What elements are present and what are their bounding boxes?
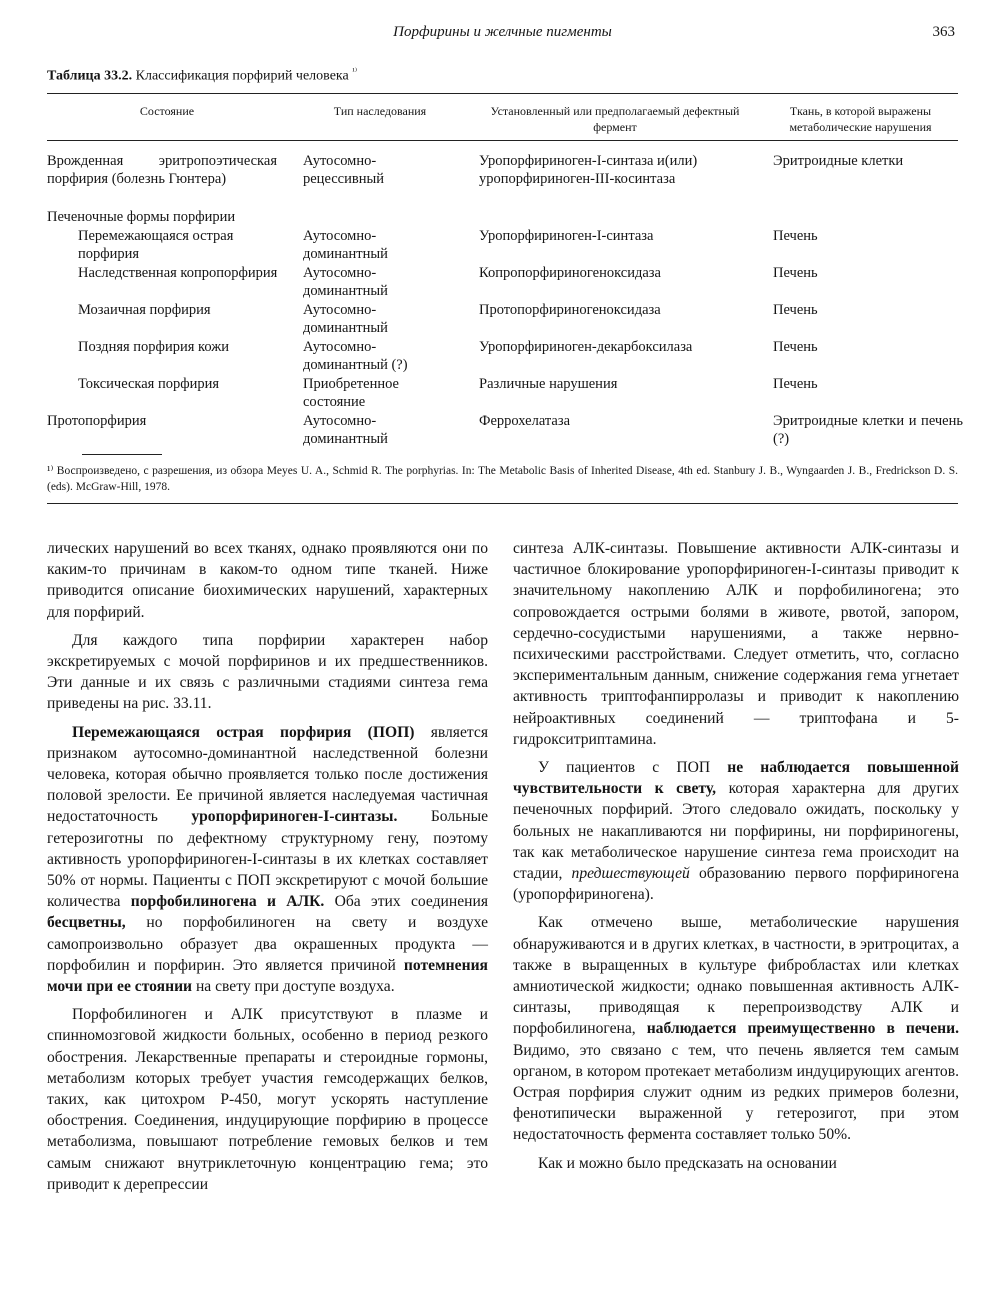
table-row-enzyme: Уропорфириноген-I-синтаза и(или) уропорфириноген-III-косинтаза bbox=[479, 153, 698, 187]
text-run: У пациентов с ПОП bbox=[538, 759, 728, 777]
text-run: но порфобилиноген на свету и воздухе самопроизвольно образует два окрашенных продукта — порфобилин и порфирин. Это является причиной bbox=[47, 914, 488, 974]
table-row-tissue: Печень bbox=[773, 265, 818, 281]
right-column bbox=[513, 538, 959, 1181]
table-footnote: ¹⁾ Воспроизведено, с разрешения, из обзора Meyes U. A., Schmid R. The porphyrias. In: The Metabolic Basis of Inherited Disease, 4th ed. Stanbury J. B., Wyngaarden J. B., Fredrickson D. S. (eds). McGraw-Hill, 1978. bbox=[47, 465, 958, 493]
table-row-condition: Протопорфирия bbox=[47, 413, 147, 429]
table-row-enzyme: Протопорфириногеноксидаза bbox=[479, 302, 661, 318]
table-row-condition: Врожденная эритропоэтическая порфирия (болезнь Гюнтера) bbox=[47, 153, 277, 187]
table-row-tissue: Эритроидные клетки и печень (?) bbox=[773, 413, 963, 447]
col-header-enzyme: Установленный или предполагаемый дефектный фермент bbox=[490, 104, 740, 134]
term-enzyme: уропорфириноген-I-синтазы. bbox=[191, 808, 398, 826]
table-caption-text: Классификация порфирий человека bbox=[135, 68, 349, 84]
term-colorless: бесцветны, bbox=[47, 914, 126, 932]
paragraph: Для каждого типа порфирии характерен набор экскретируемых с мочой порфиринов и их предшественников. Эти данные и их связь с различными стадиями синтеза гема приведены на рис. 33.11. bbox=[47, 631, 488, 713]
table-row-enzyme: Уропорфириноген-декарбоксилаза bbox=[479, 339, 693, 355]
text-run: является признаком аутосомно-доминантной наследственной болезни человека, которая обычно проявляется только после достижения половой зрелости. Ее причиной является наследуемая частичная недостаточность bbox=[47, 723, 488, 826]
term-urine-darkening: потемнения мочи при ее стоянии bbox=[47, 956, 488, 996]
table-row-condition: Токсическая порфирия bbox=[78, 376, 220, 392]
paragraph: синтеза АЛК-синтазы. Повышение активности АЛК-синтазы и частичное блокирование уропорфириноген-I-синтазы приводит к значительному накоплению АЛК и порфобилиногена; это сопровождается острыми болями в животе, рвотой, запором, сердечно-сосудистыми нарушениями, а также нервно-психическими расстройствами. Следует отметить, что, согласно экспериментальным данным, снижение содержания гема угнетает активность триптофанпирролазы и приводит к накоплению нейроактивных соединений — триптофана и 5-гидрокситриптамина. bbox=[513, 540, 959, 748]
table-row-tissue: Печень bbox=[773, 339, 818, 355]
table-row-enzyme: Феррохелатаза bbox=[479, 413, 571, 429]
term-pop: Перемежающаяся острая порфирия (ПОП) bbox=[72, 723, 415, 741]
paragraph: Порфобилиноген и АЛК присутствуют в плазме и спинномозговой жидкости больных, особенно в период резкого обострения. Лекарственные препараты и стероидные гормоны, метаболизм которых требует участия гемсодержащих белков, таких, как цитохром Р-450, могут ускорять наступление обострения. Соединения, индуцирующие порфирию в процессе метаболизма, повышают потребление гемовых белков и тем самым снижают внутриклеточную концентрацию гема; это приводит к дерепрессии bbox=[47, 1006, 488, 1193]
table-top-rule bbox=[47, 93, 958, 94]
table-row-enzyme: Копропорфириногеноксидаза bbox=[479, 265, 661, 281]
table-row-inheritance: Аутосомно-доминантный (?) bbox=[303, 339, 408, 373]
text-run: которая характерна для других печеночных порфирий. Этого следовало ожидать, поскольку у больных не накапливаются ни порфирины, ни порфириногены, так как метаболическое нарушение синтеза гема происходит на стадии, bbox=[513, 780, 959, 883]
term-preceding: предшествующей bbox=[571, 865, 690, 883]
table-header-rule bbox=[47, 140, 958, 141]
table-row-inheritance: Аутосомно-рецессивный bbox=[303, 153, 384, 187]
paragraph: Как и можно было предсказать на основании bbox=[538, 1154, 837, 1172]
table-row-enzyme: Различные нарушения bbox=[479, 376, 618, 392]
table-row-condition: Мозаичная порфирия bbox=[78, 302, 211, 318]
table-row-tissue: Печень bbox=[773, 302, 818, 318]
text-run: образованию первого порфириногена (уропорфириногена). bbox=[513, 865, 959, 904]
table-row-inheritance: Аутосомно-доминантный bbox=[303, 228, 388, 262]
table-caption-label: Таблица 33.2. bbox=[47, 68, 133, 84]
table-caption-mark: ¹⁾ bbox=[352, 66, 358, 76]
term-liver: наблюдается преимущественно в печени. bbox=[646, 1020, 959, 1038]
footnote-divider bbox=[82, 454, 162, 455]
left-column bbox=[47, 538, 488, 1202]
page-number: 363 bbox=[932, 24, 955, 40]
table-caption bbox=[47, 66, 357, 85]
table-row-condition: Перемежающаяся острая порфирия bbox=[78, 228, 234, 262]
table-row-tissue: Печень bbox=[773, 376, 818, 392]
col-header-tissue: Ткань, в которой выражены метаболические нарушения bbox=[789, 104, 932, 134]
table-row-condition: Наследственная копропорфирия bbox=[78, 265, 278, 281]
table-row-inheritance: Аутосомно-доминантный bbox=[303, 302, 388, 336]
running-title: Порфирины и желчные пигменты bbox=[393, 24, 612, 40]
text-run: Больные гетерозиготны по дефектному структурному гену, поэтому активность уропорфириноген-I-синтазы в их клетках составляет 50% от нормы. Пациенты с ПОП экскретируют с мочой большие количества bbox=[47, 808, 488, 911]
paragraph bbox=[513, 757, 959, 905]
paragraph bbox=[47, 722, 488, 998]
table-row-inheritance: Аутосомно-доминантный bbox=[303, 413, 388, 447]
table-row-inheritance: Аутосомно-доминантный bbox=[303, 265, 388, 299]
table-row-inheritance: Приобретенное состояние bbox=[303, 376, 399, 410]
table-group-heading: Печеночные формы порфирии bbox=[47, 209, 236, 225]
text-run: Видимо, это связано с тем, что печень является тем самым органом, в котором протекает метаболизм индуцирующих агентов. Острая порфирия служит одним из редких примеров болезни, фенотипически выраженной у гетерозигот, при этом недостаточность фермента составляет только 50%. bbox=[513, 1041, 959, 1144]
table-row-enzyme: Уропорфириноген-I-синтаза bbox=[479, 228, 654, 244]
text-run: Оба этих соединения bbox=[324, 893, 488, 911]
col-header-inheritance: Тип наследования bbox=[333, 104, 427, 118]
col-header-condition: Состояние bbox=[139, 104, 195, 118]
table-bottom-rule bbox=[47, 503, 958, 504]
table-row-tissue: Печень bbox=[773, 228, 818, 244]
term-pbg-ala: порфобилиногена и АЛК. bbox=[130, 893, 325, 911]
text-run: Как отмечено выше, метаболические нарушения обнаруживаются и в других клетках, в частности, в эритроцитах, а также в выращенных в культуре фибробластах или клетках амниотической жидкости; однако повышенная активность АЛК-синтазы, приводящая к перепроизводству АЛК и порфобилиногена, bbox=[513, 914, 959, 1038]
paragraph: лических нарушений во всех тканях, однако проявляются они по каким-то причинам в каком-то одном типе тканей. Ниже приводится описание биохимических нарушений, характерных для порфирий. bbox=[47, 540, 488, 621]
table-row-condition: Поздняя порфирия кожи bbox=[78, 339, 229, 355]
paragraph bbox=[513, 912, 959, 1145]
text-run: на свету при доступе воздуха. bbox=[192, 978, 395, 996]
term-no-photosensitivity: не наблюдается повышенной чувствительности к свету, bbox=[513, 759, 959, 798]
table-row-tissue: Эритроидные клетки bbox=[773, 153, 904, 169]
